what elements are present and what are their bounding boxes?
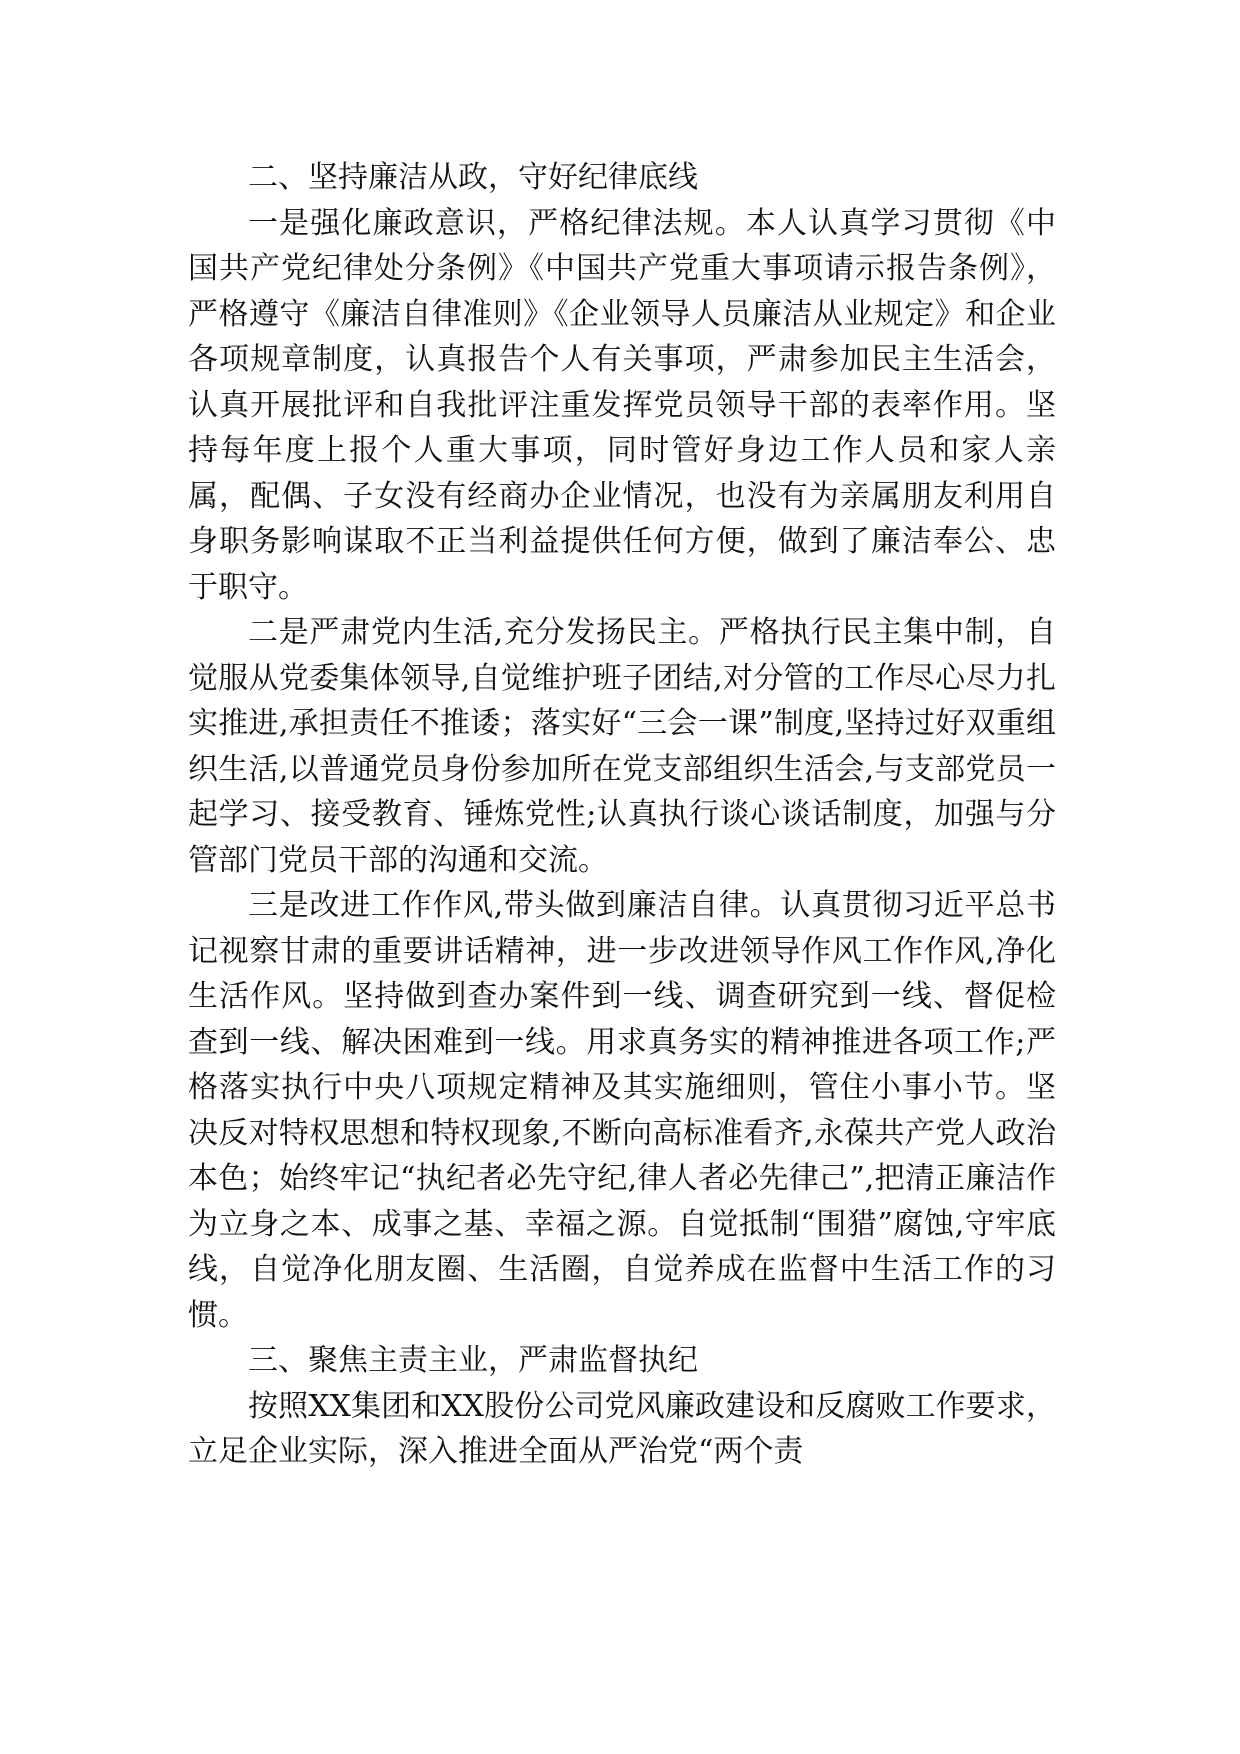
paragraph-lead: 二是严肃党内生活,充分发扬民主。 (248, 615, 719, 650)
document-body (188, 155, 1056, 1475)
section-heading-3 (188, 1338, 1056, 1384)
paragraph-work-style (188, 883, 1056, 1338)
paragraph-integrity-awareness (188, 201, 1056, 611)
paragraph-text: 按照XX集团和XX股份公司党风廉政建设和反腐败工作要求，立足企业实际，深入推进全面从严治党“两个责 (188, 1388, 1056, 1469)
paragraph-lead: 一是强化廉政意识，严格纪律法规。 (248, 205, 746, 241)
section-heading-2 (188, 155, 1056, 201)
paragraph-supervision (188, 1384, 1056, 1475)
heading-text: 三、聚焦主责主业，严肃监督执纪 (248, 1343, 698, 1378)
paragraph-text: 严格执行民主集中制，自觉服从党委集体领导,自觉维护班子团结,对分管的工作尽心尽力扎实推进,承担责任不推诿；落实好“三会一课”制度,坚持过好双重组织生活,以普通党员身份参加所在党支部组织生活会,与支部党员一起学习、接受教育、锤炼党性;认真执行谈心谈话制度，加强与分管部门党员干部的沟通和交流。 (188, 615, 1057, 878)
paragraph-text: 认真贯彻习近平总书记视察甘肃的重要讲话精神，进一步改进领导作风工作作风,净化生活作风。坚持做到查办案件到一线、调查研究到一线、督促检查到一线、解决困难到一线。用求真务实的精神推进各项工作;严格落实执行中央八项规定精神及其实施细则，管住小事小节。坚决反对特权思想和特权现象,不断向高标准看齐,永葆共产党人政治本色；始终牢记“执纪者必先守纪,律人者必先律己”,把清正廉洁作为立身之本、成事之基、幸福之源。自觉抵制“围猎”腐蚀,守牢底线，自觉净化朋友圈、生活圈，自觉养成在监督中生活工作的习惯。 (188, 888, 1056, 1333)
paragraph-lead: 三是改进工作作风,带头做到廉洁自律。 (248, 888, 781, 923)
paragraph-text: 本人认真学习贯彻《中国共产党纪律处分条例》《中国共产党重大事项请示报告条例》，严格遵守《廉洁自律准则》《企业领导人员廉洁从业规定》和企业各项规章制度，认真报告个人有关事项，严肃参加民主生活会，认真开展批评和自我批评注重发挥党员领导干部的表率作用。坚持每年度上报个人重大事项，同时管好身边工作人员和家人亲属，配偶、子女没有经商办企业情况，也没有为亲属朋友利用自身职务影响谋取不正当利益提供任何方便，做到了廉洁奉公、忠于职守。 (188, 205, 1057, 605)
paragraph-party-life (188, 610, 1056, 883)
heading-text: 二、坚持廉洁从政，守好纪律底线 (248, 160, 698, 195)
